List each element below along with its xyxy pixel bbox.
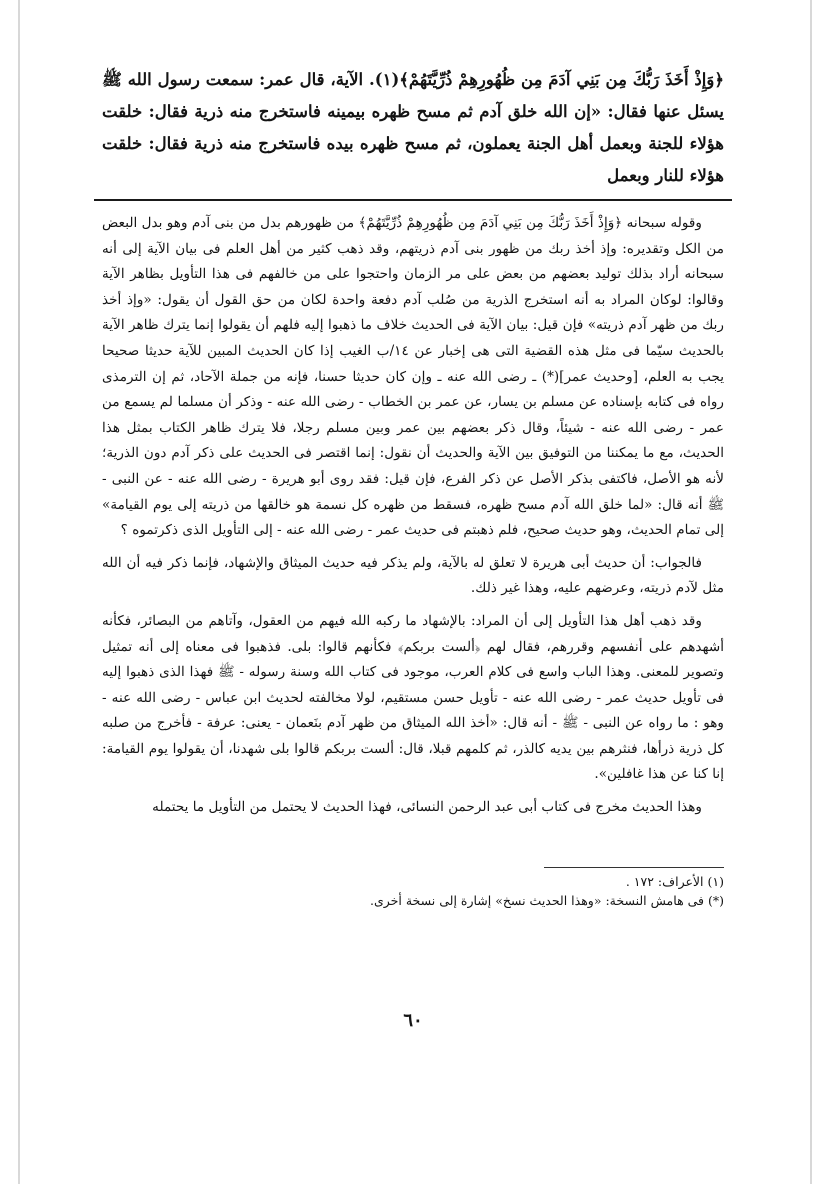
commentary-block: [102, 211, 724, 821]
footnote-2: (*) فى هامش النسخة: «وهذا الحديث نسخ» إشارة إلى نسخة أخرى.: [370, 892, 724, 908]
matn-text-block: [102, 64, 724, 192]
scan-edge-right: [810, 0, 812, 1184]
footnotes: [102, 872, 724, 910]
matn-divider: [94, 199, 732, 201]
commentary-paragraph-4: وهذا الحديث مخرج فى كتاب أبى عبد الرحمن النسائى، فهذا الحديث لا يحتمل من التأويل ما يحتمله: [152, 799, 702, 816]
page-number: ٦٠: [403, 1010, 423, 1031]
commentary-paragraph-1: وقوله سبحانه ﴿وَإِذْ أَخَذَ رَبُّكَ مِن بَنِي آدَمَ مِن ظُهُورِهِمْ ذُرِّيَّتَهُمْ﴾ من ظهورهم بدل من بنى آدم وهو بدل البعض من الكل وتقديره: وإذ أخذ ربك من ظهور بنى آدم ذريتهم، وقد ذهب كثير من أهل العلم فى بيان الآية إلى أنه سبحانه أراد بذلك توليد بعضهم من بعض على مر الزمان واحتجوا على من خالفهم فى هذا التأويل بظاهر الآية وقالوا: لوكان المراد به أنه استخرج الذرية من صُلب آدم دفعة واحدة لكان من حق القول أن يقول: «وإذ أخذ ربك من ظهر آدم ذريته» فإن قيل: بيان الآية فى الحديث خلاف ما ذهبوا إليه فلهم أن يقولوا إنما يترك ظاهر الآية بالحديث سيّما فى مثل هذه القضية التى هى إخبار عن ١٤/ب الغيب إذا كان الحديث المبين للآية حديثا صحيحا يجب به العلم، [وحديث عمر](*) ـ رضى الله عنه ـ وإن كان حديثا حسنا، فإنه من جملة الآحاد، ثم إن الترمذى رواه فى كتابه بإسناده عن مسلم بن يسار، عن عمر بن الخطاب - رضى الله عنه - وذكر أن مسلما لم يسمع من عمر - رضى الله عنه - شيئاً، وقال ذكر بعضهم بين عمر وبين مسلم رجلا، فلا يترك ظاهر الكتاب بمثل هذا الحديث، مع ما يمكننا من التوفيق بين الآية والحديث أن نقول: إنما اقتصر فى الحديث على ذكر آدم دون الذرية؛ لأنه هو الأصل، فاكتفى بذكر الأصل عن ذكر الفرع، فإن قيل: فقد روى أبو هريرة - رضى الله عنه - عن النبى - ﷺ أنه قال: «لما خلق الله آدم مسح ظهره، فسقط من ظهره كل نسمة هو خالقها من ذريته إلى يوم القيامة» إلى تمام الحديث، وهو حديث صحيح، فلم ذهبتم فى حديث عمر - رضى الله عنه - إلى التأويل الذى ذكرتموه ؟: [102, 215, 725, 539]
scan-edge-left: [18, 0, 20, 1184]
page-body: [102, 64, 724, 910]
commentary-paragraph-3: وقد ذهب أهل هذا التأويل إلى أن المراد: بالإشهاد ما ركبه الله فيهم من العقول، وآتاهم من البصائر، فكأنه أشهدهم على أنفسهم وقررهم، فقال لهم ﴿ألست بربكم﴾ فكأنهم قالوا: بلى. فذهبوا فى معناه إلى أنه تمثيل وتصوير للمعنى. وهذا الباب واسع فى كلام العرب، موجود فى كتاب الله وسنة رسوله - ﷺ فهذا الذى ذهبوا إليه فى تأويل حديث عمر - رضى الله عنه - تأويل حسن مستقيم، لولا مخالفته لحديث ابن عباس - رضى الله عنه - وهو : ما رواه عن النبى - ﷺ - أنه قال: «أخذ الله الميثاق من ظهر آدم بنَعمان - يعنى: عرفة - فأخرج من صلبه كل ذرية ذرأها، فنثرهم بين يديه كالذر، ثم كلمهم قبلا، قال: ألست بربكم قالوا بلى شهدنا، أن يقولوا يوم القيامة: إنا كنا عن هذا غافلين».: [102, 612, 724, 783]
commentary-paragraph-2: فالجواب: أن حديث أبى هريرة لا تعلق له بالآية، ولم يذكر فيه حديث الميثاق والإشهاد، فإنما ذكر فيه أن الله مثل لآدم ذريته، وعرضهم عليه، وهذا غير ذلك.: [102, 554, 724, 597]
matn-paragraph: ﴿وَإِذْ أَخَذَ رَبُّكَ مِن بَنِي آدَمَ مِن ظُهُورِهِمْ ذُرِّيَّتَهُمْ﴾(١). الآية، قال عمر: سمعت رسول الله ﷺ يسئل عنها فقال: «إن الله خلق آدم ثم مسح ظهره بيمينه فاستخرج منه ذرية فقال: خلقت هؤلاء للجنة وبعمل أهل الجنة يعملون، ثم مسح ظهره بيده فاستخرج منه ذرية فقال: خلقت هؤلاء للنار وبعمل: [102, 70, 724, 185]
footnote-1: (١) الأعراف: ١٧٢ .: [625, 873, 724, 889]
footnote-rule: [544, 867, 724, 868]
